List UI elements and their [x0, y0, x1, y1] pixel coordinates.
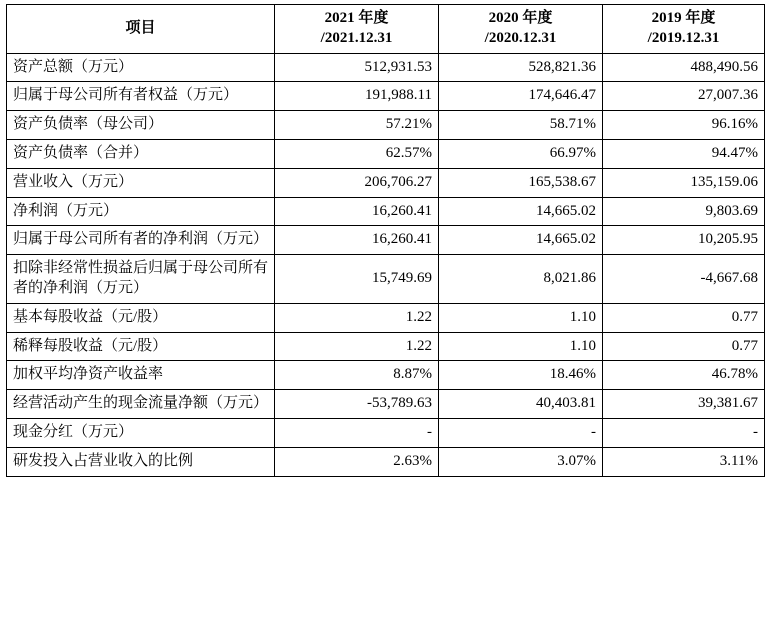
cell-2020: 58.71%	[439, 111, 603, 140]
cell-2021: 1.22	[275, 303, 439, 332]
cell-2021: 8.87%	[275, 361, 439, 390]
column-header-2021	[275, 5, 439, 54]
column-header-2019	[603, 5, 765, 54]
table-row	[7, 332, 765, 361]
cell-2021: 57.21%	[275, 111, 439, 140]
table-row	[7, 53, 765, 82]
column-header-2021-line1: 2021 年度	[324, 10, 389, 26]
row-label: 扣除非经常性损益后归属于母公司所有者的净利润（万元）	[7, 255, 275, 304]
row-label: 基本每股收益（元/股）	[7, 303, 275, 332]
table-row	[7, 418, 765, 447]
cell-2020: 14,665.02	[439, 197, 603, 226]
table-row	[7, 303, 765, 332]
cell-2021: -53,789.63	[275, 390, 439, 419]
column-header-2020-line2: /2020.12.31	[484, 29, 557, 46]
cell-2020: 165,538.67	[439, 168, 603, 197]
column-header-item-line1: 项目	[125, 19, 156, 36]
cell-2021: 512,931.53	[275, 53, 439, 82]
table-row	[7, 197, 765, 226]
cell-2021: 16,260.41	[275, 197, 439, 226]
cell-2020: 18.46%	[439, 361, 603, 390]
cell-2020: 174,646.47	[439, 82, 603, 111]
cell-2021: -	[275, 418, 439, 447]
table-header-row	[7, 5, 765, 54]
cell-2020: 3.07%	[439, 447, 603, 476]
column-header-2019-line2: /2019.12.31	[647, 29, 720, 46]
row-label: 现金分红（万元）	[7, 418, 275, 447]
cell-2020: 40,403.81	[439, 390, 603, 419]
column-header-item	[7, 5, 275, 54]
cell-2020: 1.10	[439, 332, 603, 361]
cell-2020: 66.97%	[439, 139, 603, 168]
cell-2019: 39,381.67	[603, 390, 765, 419]
cell-2019: 46.78%	[603, 361, 765, 390]
row-label: 归属于母公司所有者的净利润（万元）	[7, 226, 275, 255]
cell-2021: 191,988.11	[275, 82, 439, 111]
cell-2019: 0.77	[603, 332, 765, 361]
cell-2019: 135,159.06	[603, 168, 765, 197]
cell-2019: 9,803.69	[603, 197, 765, 226]
cell-2020: 8,021.86	[439, 255, 603, 304]
cell-2020: 14,665.02	[439, 226, 603, 255]
row-label: 资产负债率（合并）	[7, 139, 275, 168]
cell-2020: -	[439, 418, 603, 447]
cell-2020: 1.10	[439, 303, 603, 332]
cell-2019: 3.11%	[603, 447, 765, 476]
table-body	[7, 53, 765, 476]
row-label: 稀释每股收益（元/股）	[7, 332, 275, 361]
cell-2021: 16,260.41	[275, 226, 439, 255]
row-label: 净利润（万元）	[7, 197, 275, 226]
table-row	[7, 447, 765, 476]
table-row	[7, 111, 765, 140]
cell-2020: 528,821.36	[439, 53, 603, 82]
cell-2021: 1.22	[275, 332, 439, 361]
cell-2019: 94.47%	[603, 139, 765, 168]
table-row	[7, 82, 765, 111]
table-row	[7, 255, 765, 304]
column-header-2020	[439, 5, 603, 54]
row-label: 经营活动产生的现金流量净额（万元）	[7, 390, 275, 419]
table-row	[7, 361, 765, 390]
table-row	[7, 390, 765, 419]
table-row	[7, 226, 765, 255]
column-header-2021-line2: /2021.12.31	[320, 29, 393, 46]
row-label: 归属于母公司所有者权益（万元）	[7, 82, 275, 111]
cell-2019: 10,205.95	[603, 226, 765, 255]
cell-2019: -4,667.68	[603, 255, 765, 304]
row-label: 资产总额（万元）	[7, 53, 275, 82]
column-header-2019-line1: 2019 年度	[651, 10, 716, 26]
table-header	[7, 5, 765, 54]
cell-2019: 27,007.36	[603, 82, 765, 111]
cell-2021: 2.63%	[275, 447, 439, 476]
row-label: 加权平均净资产收益率	[7, 361, 275, 390]
row-label: 研发投入占营业收入的比例	[7, 447, 275, 476]
cell-2021: 62.57%	[275, 139, 439, 168]
table-row	[7, 168, 765, 197]
cell-2019: 0.77	[603, 303, 765, 332]
cell-2019: 488,490.56	[603, 53, 765, 82]
cell-2019: -	[603, 418, 765, 447]
table-row	[7, 139, 765, 168]
cell-2021: 15,749.69	[275, 255, 439, 304]
cell-2019: 96.16%	[603, 111, 765, 140]
row-label: 资产负债率（母公司）	[7, 111, 275, 140]
cell-2021: 206,706.27	[275, 168, 439, 197]
financial-summary-table	[6, 4, 765, 477]
row-label: 营业收入（万元）	[7, 168, 275, 197]
column-header-2020-line1: 2020 年度	[488, 10, 553, 26]
